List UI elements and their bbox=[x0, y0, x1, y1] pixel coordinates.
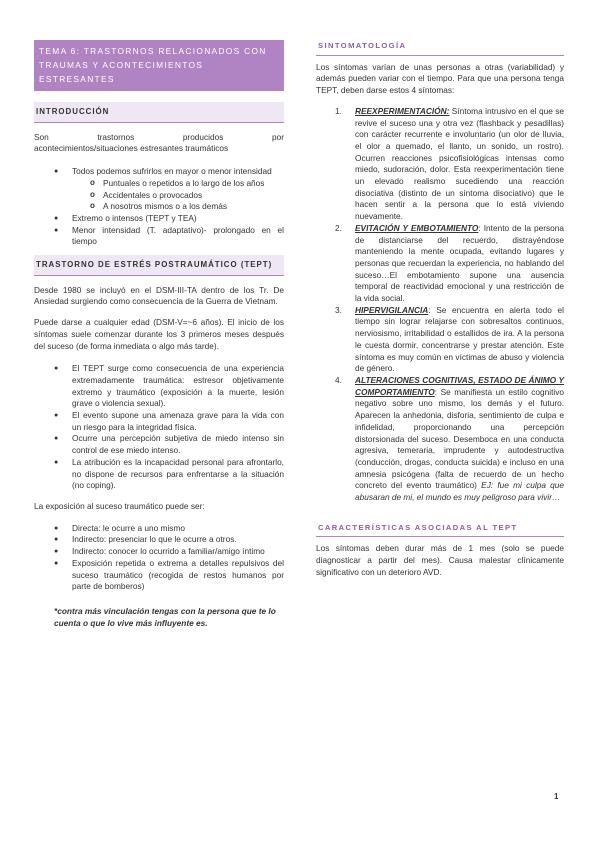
right-column bbox=[316, 40, 564, 579]
list-item: ● Exposición repetida o extrema a detalles repulsivos del suceso traumático (recogida de restos humanos por parte de bomberos) bbox=[54, 558, 284, 593]
tept-paragraph-1: Desde 1980 se incluyó en el DSM-III-TA dentro de los Tr. De Ansiedad surgiendo como consecuencia de la Guerra de Vietnam. bbox=[34, 284, 284, 307]
list-item: ● Indirecto: conocer lo ocurrido a familiar/amigo íntimo bbox=[54, 546, 284, 558]
list-item-text: Todos podemos sufrirlos en mayor o menor intensidad bbox=[72, 166, 272, 177]
symptom-term: EVITACIÓN Y EMBOTAMIENTO bbox=[355, 222, 479, 233]
list-item: ● La atribución es la incapacidad personal para afrontarlo, no dispone de recursos para enfrentarse a la situación (no coping). bbox=[54, 457, 284, 492]
symptom-item bbox=[335, 375, 564, 504]
list-item: ● Indirecto: presenciar lo que le ocurre a otros. bbox=[54, 534, 284, 546]
sub-list-item: o A nosotros mismos o a los demás bbox=[90, 201, 284, 213]
sub-list bbox=[90, 178, 284, 213]
caracteristicas-paragraph: Los síntomas deben durar más de 1 mes (solo se puede diagnosticar a partir del mes). Causa malestar clínicamente significativo con un deterioro AVD. bbox=[316, 543, 564, 577]
list-item: ● Menor intensidad (T. adaptativo)- prolongado en el tiempo bbox=[54, 225, 284, 248]
intro-word: Son bbox=[34, 131, 49, 142]
list-item: ● Extremo o intensos (TEPT y TEA) bbox=[54, 213, 284, 225]
symptom-term: HIPERVIGILANCIA bbox=[355, 304, 429, 315]
symptom-list bbox=[335, 106, 564, 504]
symptom-term: ALTERACIONES COGNITIVAS, ESTADO DE ÁNIMO Y COMPORTAMIENTO bbox=[355, 374, 564, 397]
symptom-item bbox=[335, 305, 564, 375]
exposure-intro: La exposición al suceso traumático puede ser: bbox=[34, 500, 205, 511]
symptom-item bbox=[335, 223, 564, 305]
intro-word: por bbox=[271, 131, 284, 142]
symptom-description: : Se encuentra en alerta todo el tiempo sin lograr relajarse con sobresaltos continuos, nerviosismo, irritabilidad o estallidos de ira. A la persona le cuesta dormir, concentrarse y prestar atención. Este síntoma es muy común en víctimas de abuso y violencia de género. bbox=[355, 304, 564, 374]
symptom-number: 4. bbox=[335, 374, 342, 385]
list-item: ● Directa: le ocurre a uno mismo bbox=[54, 523, 284, 535]
section-heading-caracteristicas: CARACTERÍSTICAS ASOCIADAS AL TEPT bbox=[316, 522, 564, 538]
document-title bbox=[34, 40, 284, 91]
exposure-list bbox=[54, 523, 284, 593]
list-item: ● Ocurre una percepción subjetiva de miedo intenso sin control de ese miedo intenso. bbox=[54, 433, 284, 456]
sub-list-item: o Accidentales o provocados bbox=[90, 190, 284, 202]
symptom-description: : Intento de la persona de distanciarse del recuerdo, distrayéndose manteniendo la mente ocupada, evitando lugares y personas que recuerdan la experiencia, no hablando del suceso…El embotamiento supone una ausencia temporal de reactividad emocional y una restricción de la vida social. bbox=[355, 222, 564, 304]
section-heading-tept: TRASTORNO DE ESTRÉS POSTRAUMÁTICO (TEPT) bbox=[34, 255, 284, 276]
page-number: 1 bbox=[554, 792, 559, 801]
list-item: ● El TEPT surge como consecuencia de una experiencia extremadamente traumática: estresor objetivamente extremo y traumático (exposición a la muerte, lesión grave o violencia sexual). bbox=[54, 363, 284, 410]
symptom-term: REEXPERIMENTACIÓN: bbox=[355, 105, 450, 116]
list-item bbox=[54, 166, 284, 213]
symptom-number: 1. bbox=[335, 105, 342, 116]
symptom-number: 3. bbox=[335, 304, 342, 315]
symptom-example: EJ: fue mi culpa que abusaran de mi, el mundo es muy peligroso para vivir… bbox=[355, 480, 564, 503]
intro-word: trastornos bbox=[97, 131, 135, 142]
section-heading-introduccion: INTRODUCCIÓN bbox=[34, 102, 284, 123]
intro-line-2: acontecimientos/situaciones estresantes traumáticos bbox=[34, 143, 229, 154]
sub-list-item: o Puntuales o repetidos a lo largo de los años bbox=[90, 178, 284, 190]
symptom-description: : Se manifiesta un estilo cognitivo negativo sobre uno mismo, los demás y el futuro. Aparecen la anhedonia, disforia, sentimiento de culpa e infidelidad, proporcionando una percepción distorsionada del suceso. Desemboca en una conducta agresiva, temeraria, imprudente y autodestructiva (conducción, drogas, conducta suicida) e incluso en una amnesia psicógena (falta de recuerdo de un hecho concreto del evento traumático) bbox=[355, 386, 564, 491]
tept-paragraph-2: Puede darse a cualquier edad (DSM-V=~6 años). El inicio de los síntomas suele comenzar durante los 3 primeros meses después del suceso (de forma inmediata o algo más tarde). bbox=[34, 317, 284, 351]
intro-line-1 bbox=[34, 132, 284, 144]
intro-word: producidos bbox=[182, 131, 224, 142]
title-line-1: TEMA 6: TRASTORNOS RELACIONADOS CON bbox=[39, 46, 267, 56]
tept-list bbox=[54, 363, 284, 492]
symptom-item bbox=[335, 106, 564, 223]
symptom-number: 2. bbox=[335, 222, 342, 233]
left-column bbox=[34, 40, 284, 629]
list-item: ● El evento supone una amenaza grave para la vida con un riesgo para la integridad física. bbox=[54, 410, 284, 433]
symptom-description: Síntoma intrusivo en el que se revive el suceso una y otra vez (flashback y pesadillas) con carácter recurrente e involuntario (un olor de lluvia, el olor a quemado, el llanto, un sonido, un rostro). Ocurren reacciones psicofisiológicas intensas como miedo, sudoración, dolor. Esta reexperimentación tiene un elevado realismo sucediendo una reacción disociativa (distinto de un síntoma disociativo) que le hacen sentir a la persona que lo está viviendo nuevamente. bbox=[355, 105, 564, 222]
intro-list bbox=[54, 166, 284, 248]
section-heading-sintomatologia: SINTOMATOLOGÍA bbox=[316, 40, 564, 56]
sintomatologia-intro: Los síntomas varían de unas personas a otras (variabilidad) y además pueden variar con el tiempo. Para que una persona tenga TEPT, deben darse estos 4 síntomas: bbox=[316, 61, 564, 96]
title-line-2: TRAUMAS Y ACONTECIMIENTOS ESTRESANTES bbox=[39, 60, 204, 84]
exposure-note: *contra más vinculación tengas con la persona que te lo cuenta o que lo vive más influyente es. bbox=[54, 605, 276, 628]
